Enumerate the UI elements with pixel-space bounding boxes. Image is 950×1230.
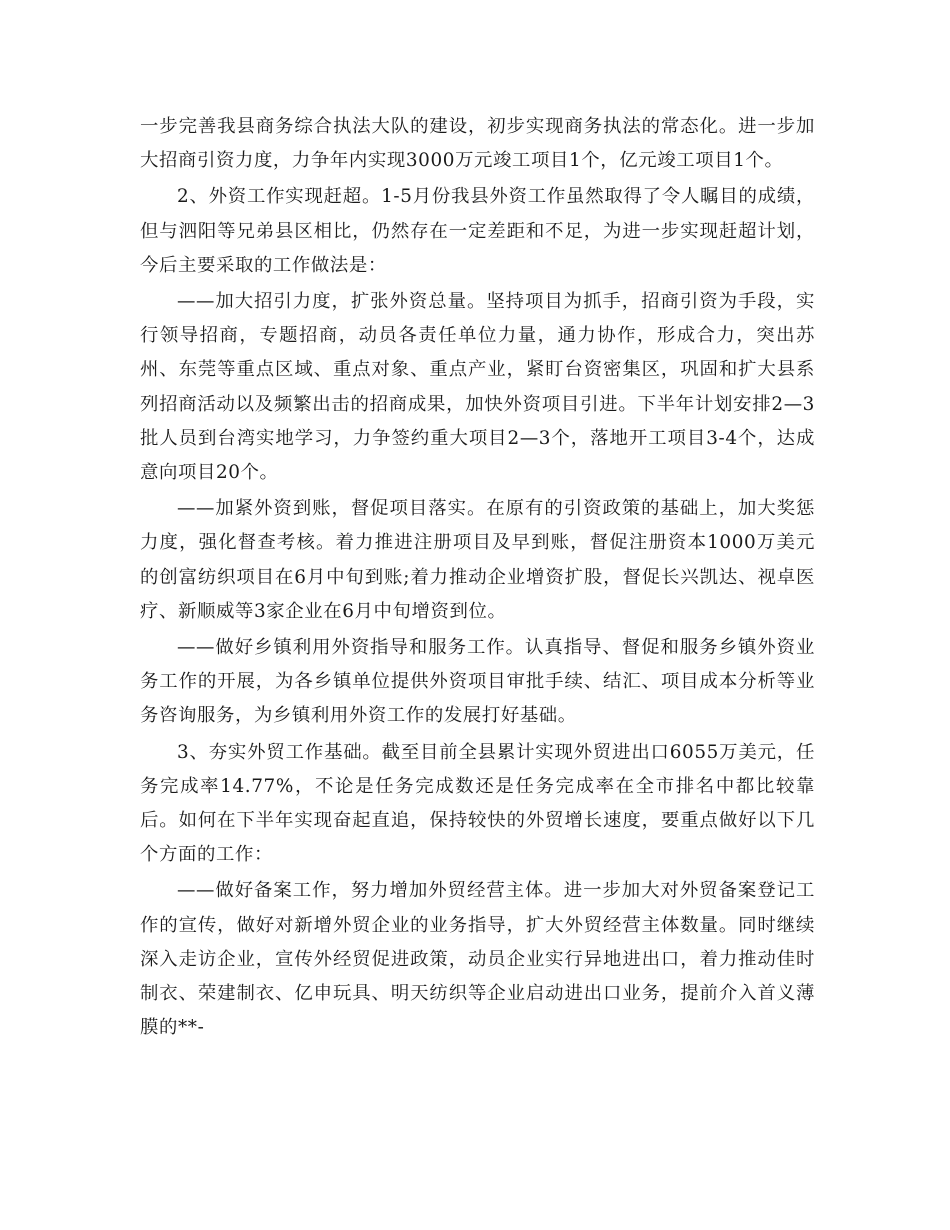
paragraph-1: 一步完善我县商务综合执法大队的建设，初步实现商务执法的常态化。进一步加大招商引资力度，力争年内实现3000万元竣工项目1个，亿元竣工项目1个。 [140, 116, 815, 172]
paragraph-3: ——加大招引力度，扩张外资总量。坚持项目为抓手，招商引资为手段，实行领导招商，专题招商，动员各责任单位力量，通力协作，形成合力，突出苏州、东莞等重点区域、重点对象、重点产业，紧盯台资密集区，巩固和扩大县系列招商活动以及频繁出击的招商成果，加快外资项目引进。下半年计划安排2—3批人员到台湾实地学习，力争签约重大项目2—3个，落地开工项目3-4个，达成意向项目20个。 [140, 291, 815, 484]
paragraph-5: ——做好乡镇利用外资指导和服务工作。认真指导、督促和服务乡镇外资业务工作的开展，为各乡镇单位提供外资项目审批手续、结汇、项目成本分析等业务咨询服务，为乡镇利用外资工作的发展打好基础。 [140, 637, 815, 727]
document-body [140, 110, 815, 1047]
paragraph-2: 2、外资工作实现赶超。1-5月份我县外资工作虽然取得了令人瞩目的成绩，但与泗阳等兄弟县区相比，仍然存在一定差距和不足，为进一步实现赶超计划，今后主要采取的工作做法是： [140, 186, 815, 276]
paragraph-4: ——加紧外资到账，督促项目落实。在原有的引资政策的基础上，加大奖惩力度，强化督查考核。着力推进注册项目及早到账，督促注册资本1000万美元的创富纺织项目在6月中旬到账;着力推动企业增资扩股，督促长兴凯达、视卓医疗、新顺威等3家企业在6月中旬增资到位。 [140, 498, 815, 622]
paragraph-6: 3、夯实外贸工作基础。截至目前全县累计实现外贸进出口6055万美元，任务完成率14.77%，不论是任务完成数还是任务完成率在全市排名中都比较靠后。如何在下半年实现奋起直追，保持较快的外贸增长速度，要重点做好以下几个方面的工作： [140, 741, 815, 866]
paragraph-7: ——做好备案工作，努力增加外贸经营主体。进一步加大对外贸备案登记工作的宣传，做好对新增外贸企业的业务指导，扩大外贸经营主体数量。同时继续深入走访企业，宣传外经贸促进政策，动员企业实行异地进出口，着力推动佳时制衣、荣建制衣、亿申玩具、明天纺织等企业启动进出口业务，提前介入首义薄膜的**- [140, 880, 815, 1039]
